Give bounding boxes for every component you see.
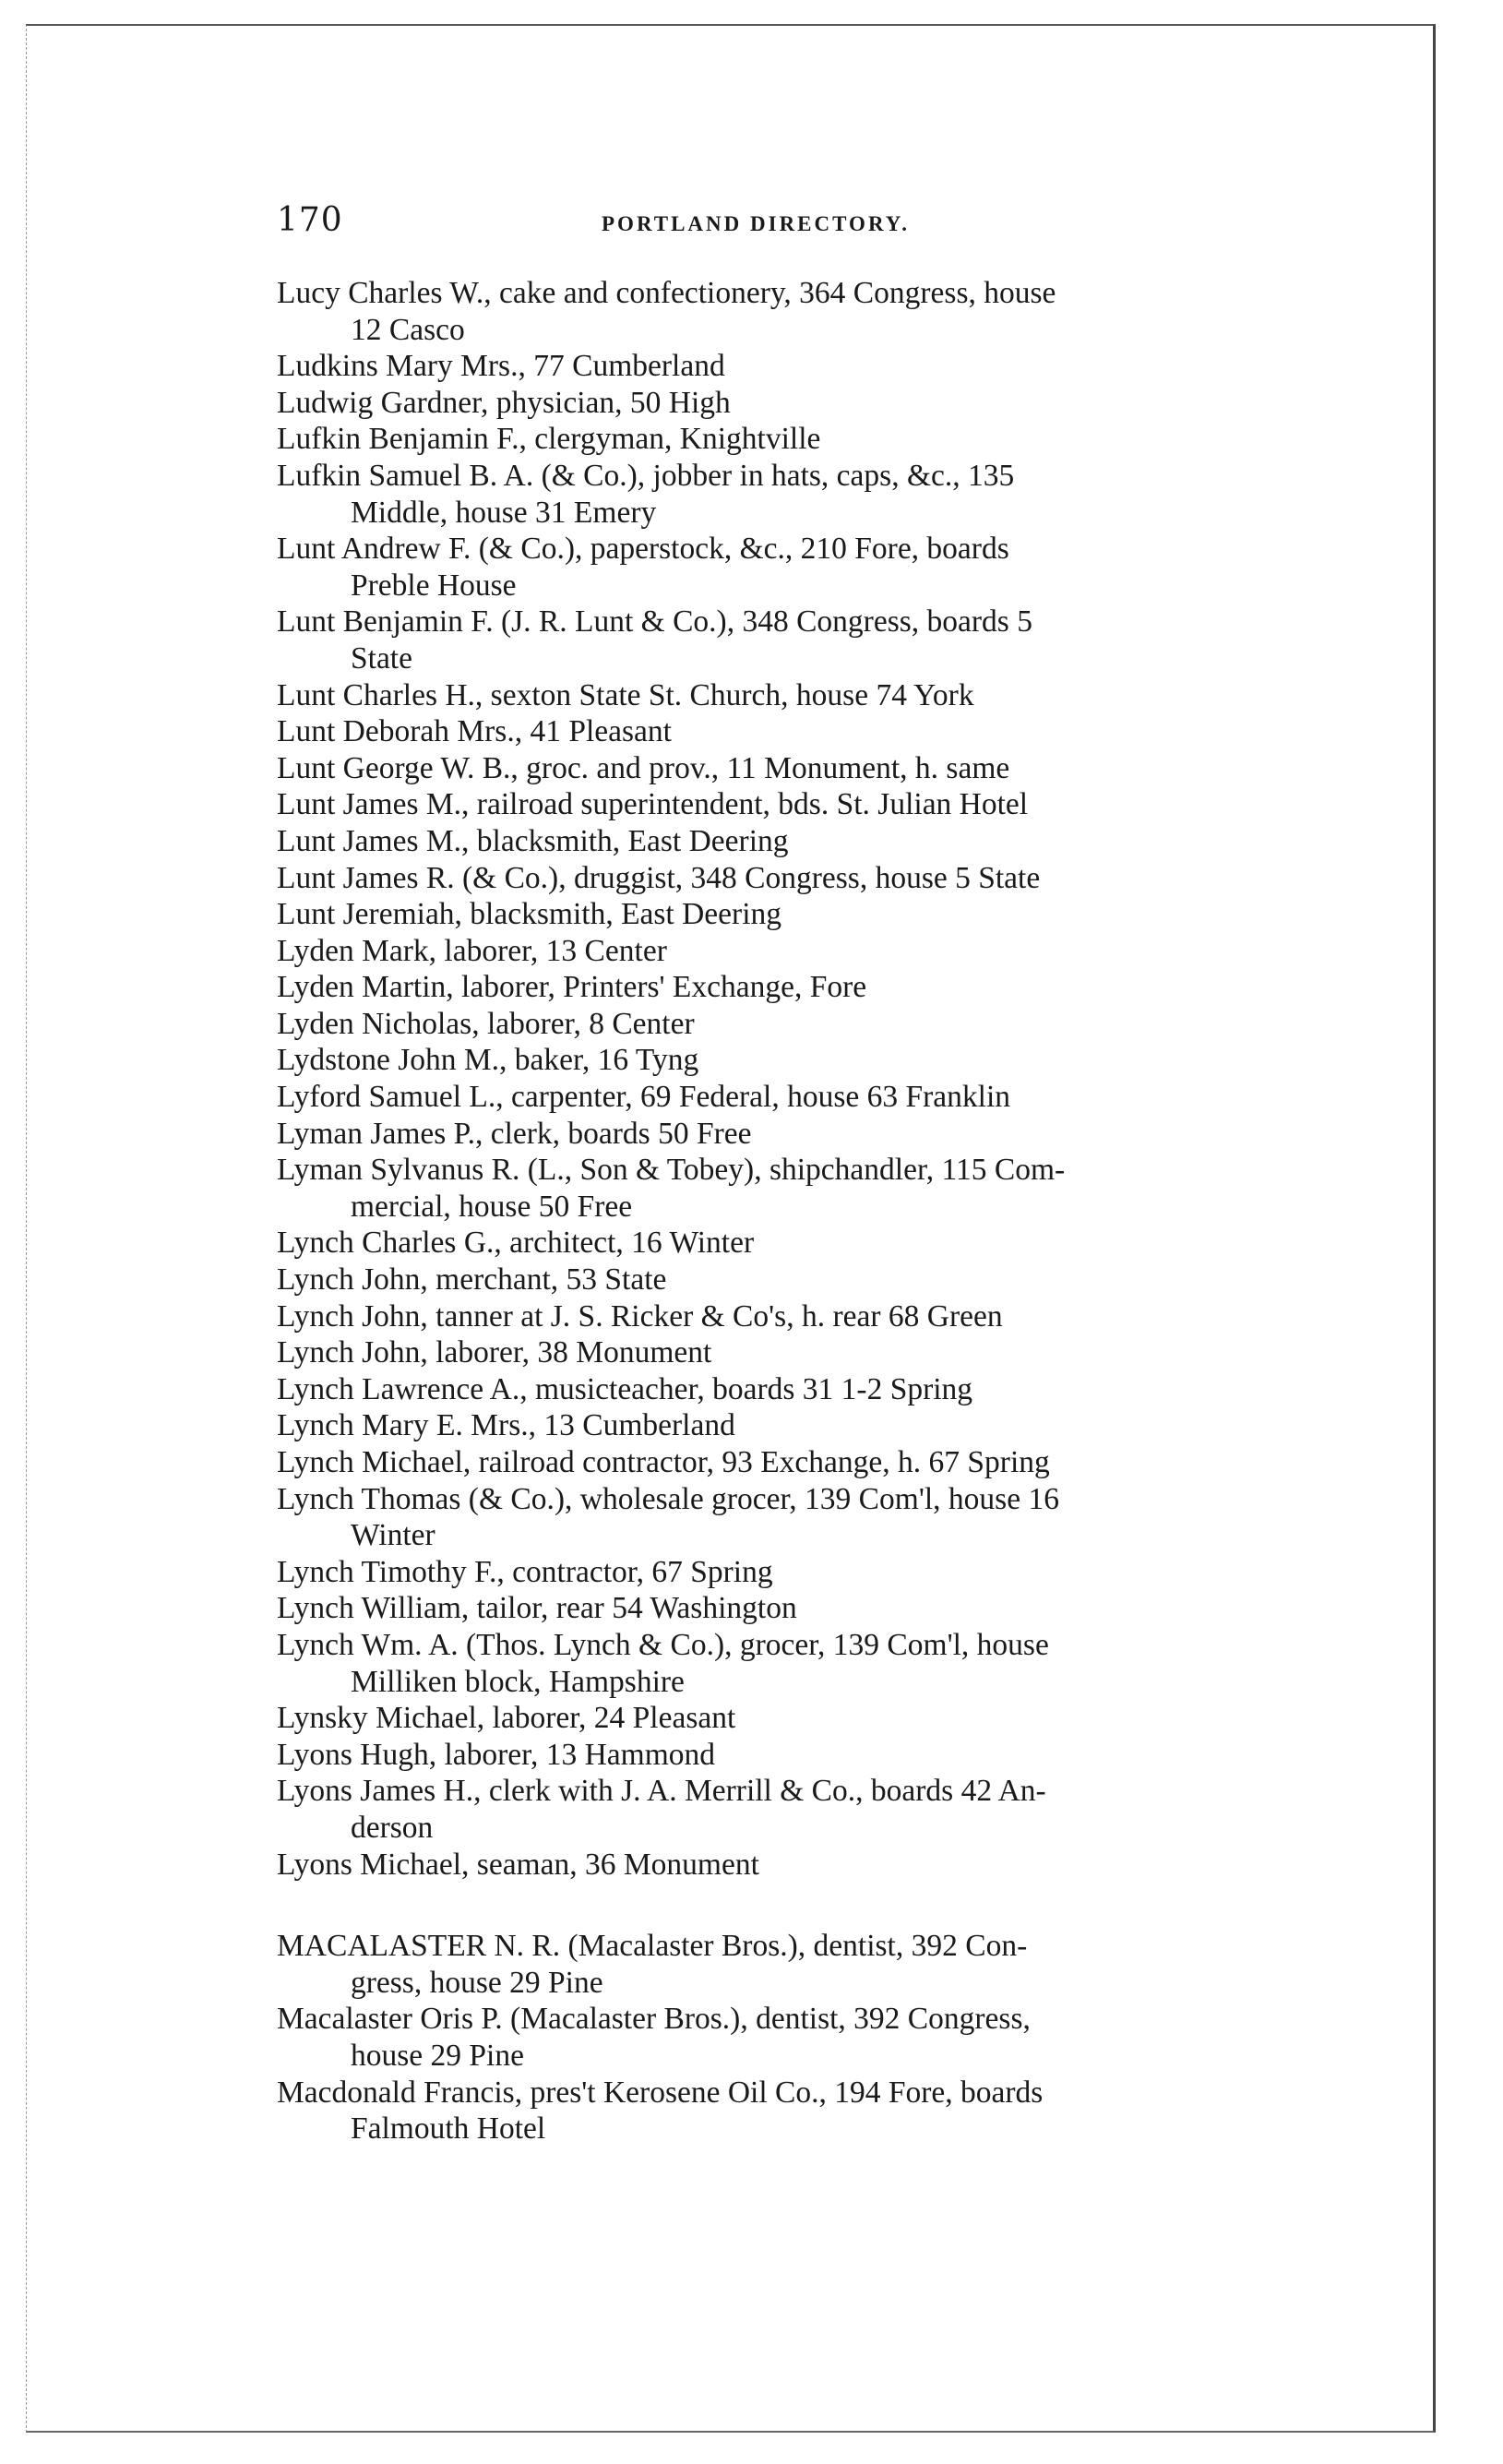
directory-entry: Lunt Jeremiah, blacksmith, East Deering — [277, 897, 782, 932]
directory-entry: Ludwig Gardner, physician, 50 High — [277, 385, 731, 420]
directory-entry: Lunt George W. B., groc. and prov., 11 Monument, h. same — [277, 750, 1010, 785]
directory-entry: Lynch Timothy F., contractor, 67 Spring — [277, 1554, 773, 1589]
directory-entry: Lunt James M., blacksmith, East Deering — [277, 823, 789, 858]
page-number: 170 — [277, 201, 343, 239]
directory-entry: Lynch Thomas (& Co.), wholesale grocer, 139 Com'l, house 16 Winter — [277, 1481, 1059, 1553]
directory-entry: Lynch Charles G., architect, 16 Winter — [277, 1226, 755, 1261]
directory-entry: Lynch John, laborer, 38 Monument — [277, 1335, 712, 1370]
directory-entry: Lunt Benjamin F. (J. R. Lunt & Co.), 348 Congress, boards 5 State — [277, 604, 1032, 676]
directory-entry: Lyden Mark, laborer, 13 Center — [277, 933, 667, 968]
directory-entry: Lynch Michael, railroad contractor, 93 Exchange, h. 67 Spring — [277, 1445, 1050, 1479]
directory-entry: Macalaster Oris P. (Macalaster Bros.), dentist, 392 Congress, house 29 Pine — [277, 2002, 1031, 2073]
directory-entry: Lyman Sylvanus R. (L., Son & Tobey), shipchandler, 115 Com- mercial, house 50 Free — [277, 1153, 1066, 1224]
running-head: PORTLAND DIRECTORY. — [602, 212, 910, 235]
directory-entry: Lynch John, tanner at J. S. Ricker & Co's, h. rear 68 Green — [277, 1298, 1003, 1334]
directory-entry: Lyford Samuel L., carpenter, 69 Federal, house 63 Franklin — [277, 1080, 1011, 1115]
directory-entry: Lunt Deborah Mrs., 41 Pleasant — [277, 714, 672, 749]
directory-entry: Lyons James H., clerk with J. A. Merrill & Co., boards 42 An- derson — [277, 1774, 1046, 1845]
directory-entry: Lunt Charles H., sexton State St. Church, house 74 York — [277, 677, 974, 712]
directory-entry: Lunt James R. (& Co.), druggist, 348 Congress, house 5 State — [277, 860, 1041, 895]
directory-entry: Lynch Lawrence A., musicteacher, boards 31 1-2 Spring — [277, 1371, 973, 1406]
directory-entry: Lunt Andrew F. (& Co.), paperstock, &c., 210 Fore, boards Preble House — [277, 532, 1009, 603]
directory-entry: Lufkin Benjamin F., clergyman, Knightville — [277, 422, 821, 457]
directory-entry: Ludkins Mary Mrs., 77 Cumberland — [277, 349, 725, 384]
directory-entry: Lyden Nicholas, laborer, 8 Center — [277, 1006, 695, 1041]
directory-entry: Lynsky Michael, laborer, 24 Pleasant — [277, 1701, 736, 1736]
directory-entry: Lyons Hugh, laborer, 13 Hammond — [277, 1737, 716, 1772]
section-gap — [277, 1883, 1292, 1928]
directory-entry: Lynch Mary E. Mrs., 13 Cumberland — [277, 1408, 735, 1443]
page-header — [277, 201, 1255, 247]
directory-entry: Lunt James M., railroad superintendent, bds. St. Julian Hotel — [277, 787, 1029, 822]
directory-entries — [277, 275, 1292, 2147]
directory-entry: Lyons Michael, seaman, 36 Monument — [277, 1847, 759, 1882]
directory-entry: Lufkin Samuel B. A. (& Co.), jobber in hats, caps, &c., 135 Middle, house 31 Emery — [277, 458, 1015, 530]
directory-entry: Lyman James P., clerk, boards 50 Free — [277, 1116, 752, 1151]
directory-entry: Lynch John, merchant, 53 State — [277, 1262, 667, 1298]
directory-entry: MACALASTER N. R. (Macalaster Bros.), dentist, 392 Con- gress, house 29 Pine — [277, 1929, 1028, 2000]
directory-entry: Macdonald Francis, pres't Kerosene Oil Co., 194 Fore, boards Falmouth Hotel — [277, 2075, 1044, 2147]
directory-entry: Lucy Charles W., cake and confectionery, 364 Congress, house 12 Casco — [277, 276, 1056, 347]
directory-entry: Lyden Martin, laborer, Printers' Exchange, Fore — [277, 970, 867, 1005]
directory-entry: Lynch William, tailor, rear 54 Washington — [277, 1591, 797, 1626]
directory-entry: Lynch Wm. A. (Thos. Lynch & Co.), grocer, 139 Com'l, house Milliken block, Hampshire — [277, 1627, 1049, 1699]
directory-entry: Lydstone John M., baker, 16 Tyng — [277, 1043, 699, 1078]
